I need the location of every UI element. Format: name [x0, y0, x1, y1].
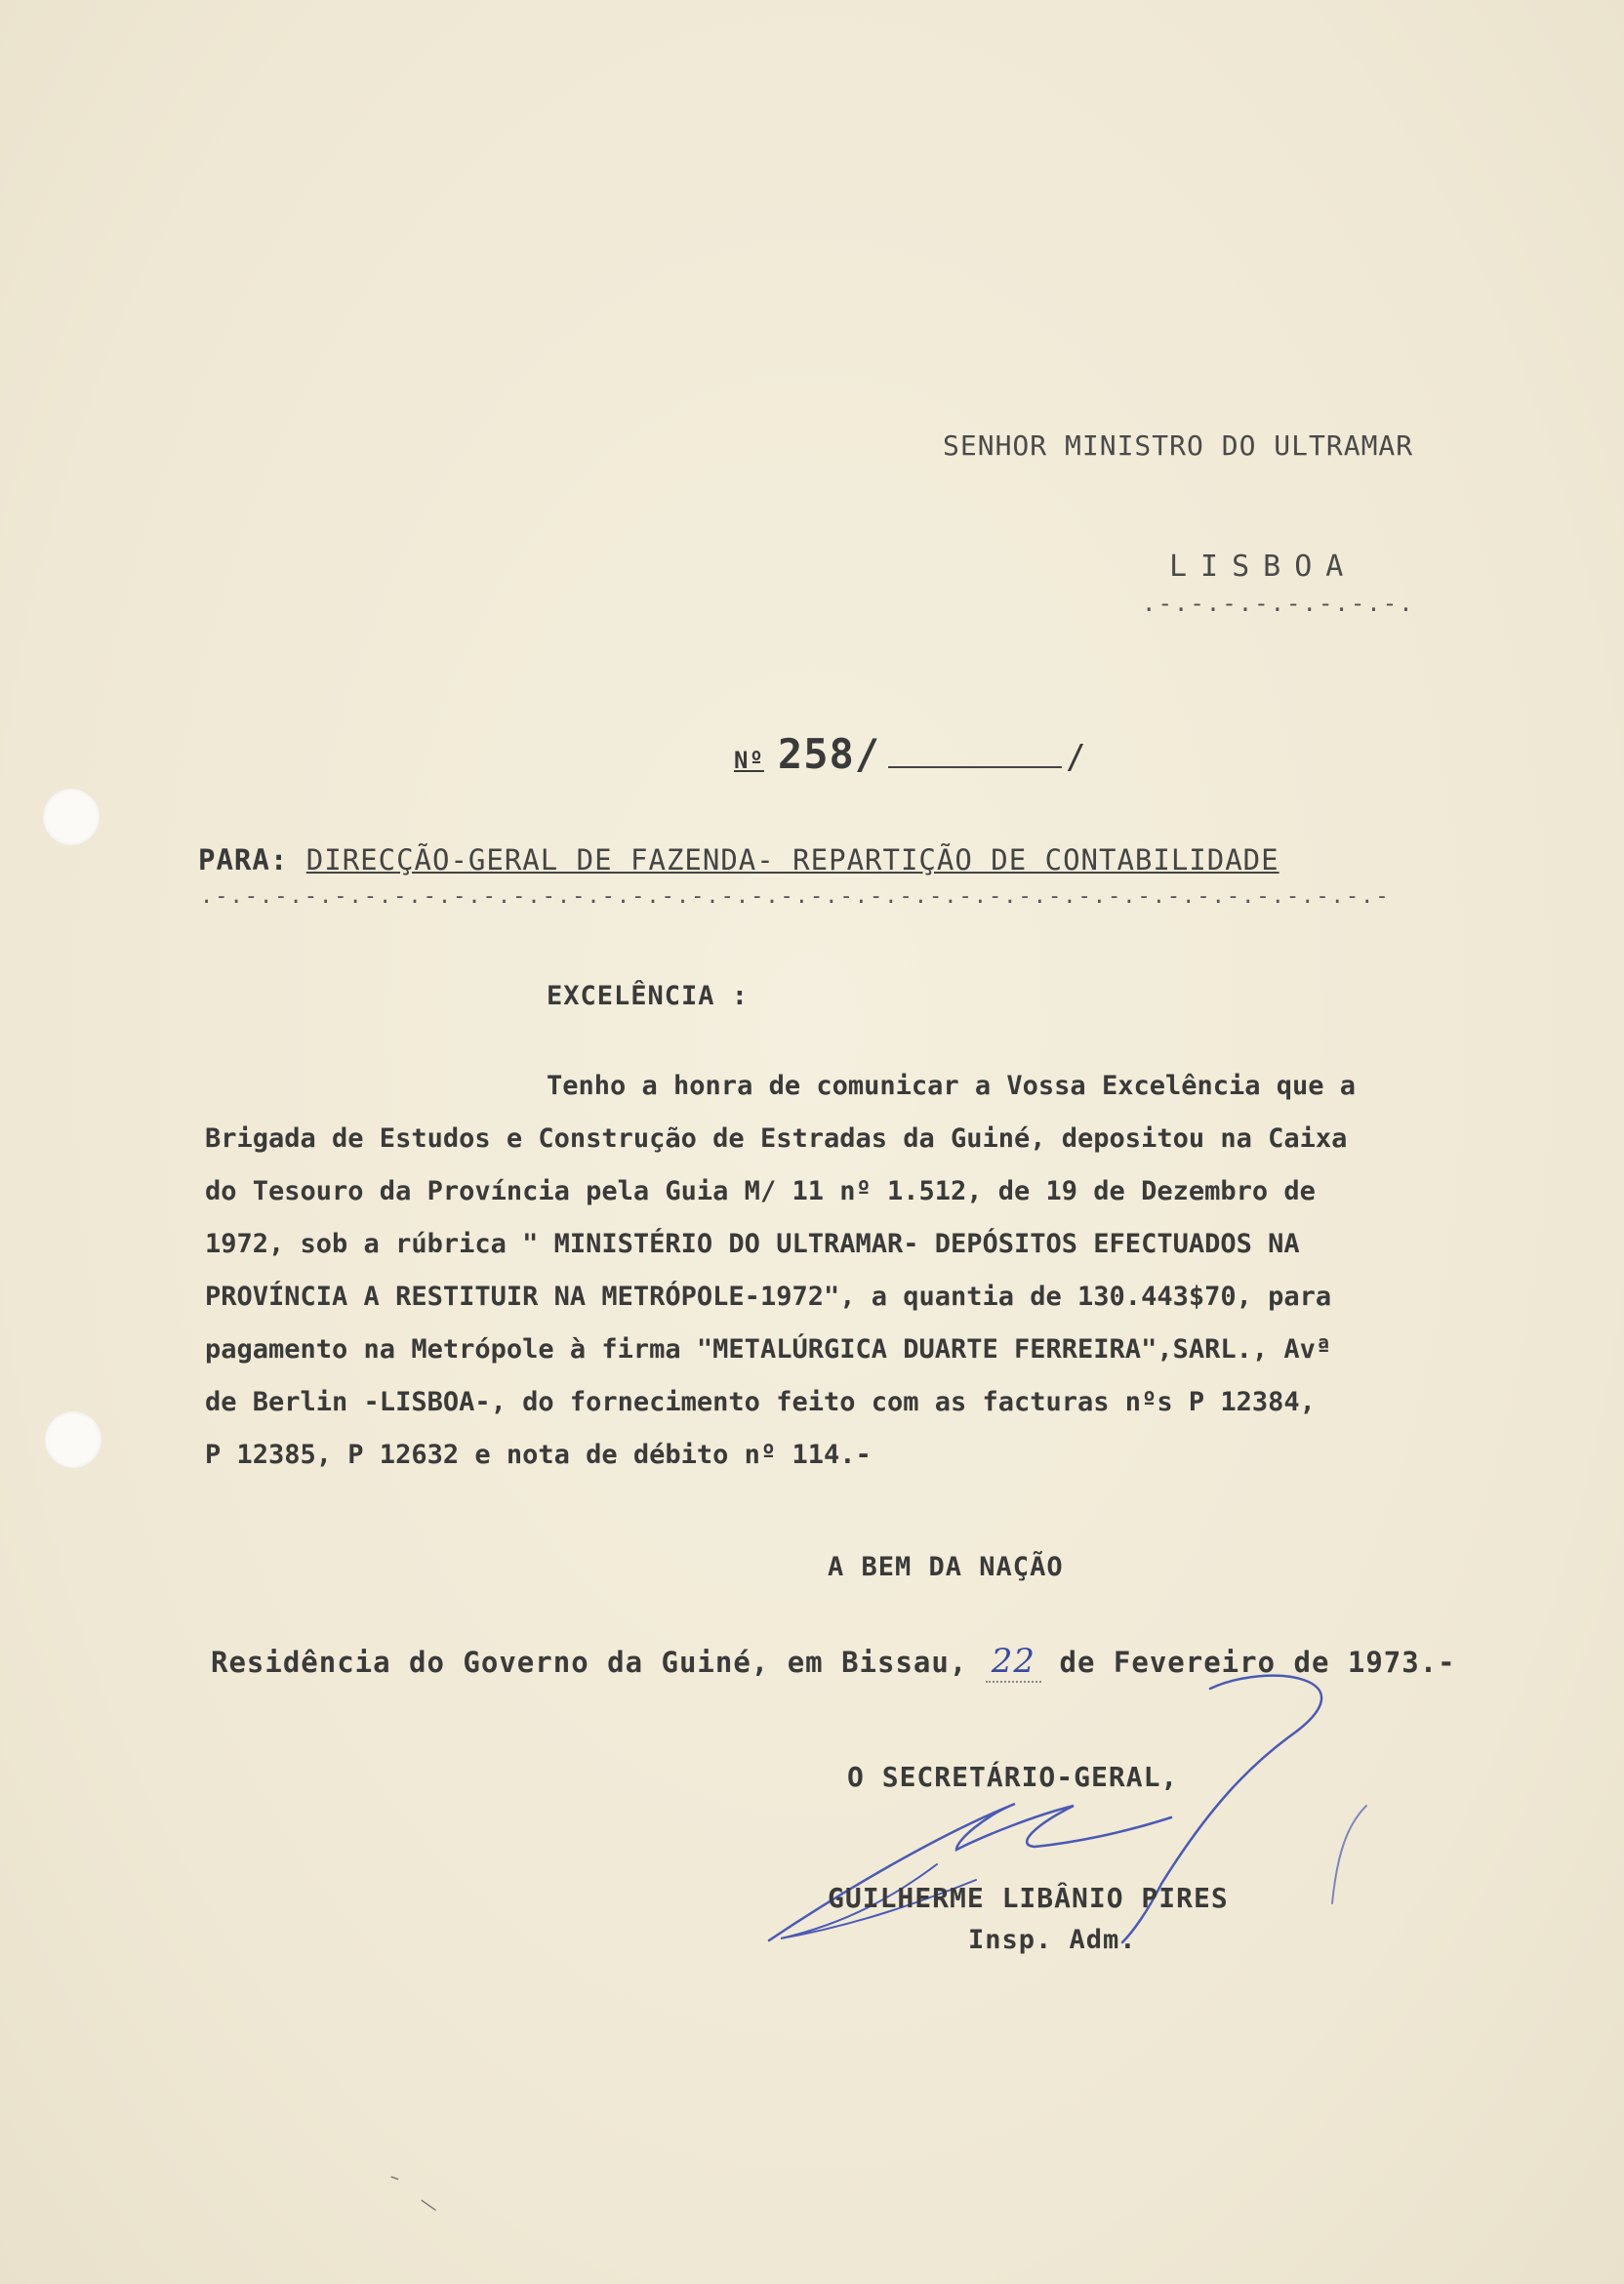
reference-number: [734, 730, 1087, 778]
handwritten-signature: [664, 1669, 1425, 1962]
body-line: do Tesouro da Província pela Guia M/ 11 nº 1.512, de 19 de Dezembro de: [205, 1176, 1316, 1206]
recipient-destination: DIRECÇÃO-GERAL DE FAZENDA- REPARTIÇÃO DE CONTABILIDADE: [305, 843, 1279, 877]
body-text: [205, 1060, 1591, 1482]
body-line: pagamento na Metrópole à firma "METALÚRGICA DUARTE FERREIRA",SARL., Avª: [205, 1334, 1332, 1365]
reference-slash: /: [1066, 738, 1087, 777]
addressee: SENHOR MINISTRO DO ULTRAMAR: [943, 429, 1414, 462]
closing-formula: A BEM DA NAÇÃO: [828, 1552, 1064, 1582]
reference-value: 258/: [777, 730, 881, 778]
paper-speck: –: [386, 2164, 404, 2189]
paper-speck: —: [414, 2188, 445, 2220]
body-line: PROVÍNCIA A RESTITUIR NA METRÓPOLE-1972", a quantia de 130.443$70, para: [205, 1282, 1332, 1312]
body-line: Tenho a honra de comunicar a Vossa Excelência que a: [547, 1071, 1357, 1101]
recipient-label: PARA:: [198, 843, 289, 877]
handwritten-day: 22: [986, 1642, 1041, 1683]
place-date-prefix: Residência do Governo da Guiné, em Bissau,: [211, 1646, 968, 1679]
city-underline: .-.-.-.-.-.-.-.-.: [1142, 590, 1415, 617]
salutation: EXCELÊNCIA :: [547, 981, 750, 1011]
punch-hole-top: [43, 789, 100, 845]
recipient-line: [198, 843, 1279, 877]
signatory-title: O SECRETÁRIO-GERAL,: [847, 1761, 1179, 1793]
city: LISBOA: [1169, 550, 1358, 584]
body-line: de Berlin -LISBOA-, do fornecimento feito com as facturas nºs P 12384,: [205, 1387, 1316, 1417]
body-line: 1972, sob a rúbrica " MINISTÉRIO DO ULTRAMAR- DEPÓSITOS EFECTUADOS NA: [205, 1229, 1300, 1259]
reference-label: Nº: [734, 747, 764, 774]
reference-blank-line: [888, 766, 1062, 768]
body-line: P 12385, P 12632 e nota de débito nº 114.-: [205, 1440, 872, 1470]
punch-hole-bottom: [45, 1411, 102, 1468]
body-line: Brigada de Estudos e Construção de Estradas da Guiné, depositou na Caixa: [205, 1123, 1348, 1154]
place-date-suffix: de Fevereiro de 1973.-: [1059, 1646, 1456, 1679]
recipient-underline: .-.-.-.-.-.-.-.-.-.-.-.-.-.-.-.-.-.-.-.-.-.-.-.-.-.-.-.-.-.-.-.-.-.-.-.-.-.-.-.-: [200, 884, 1391, 909]
signatory-role: Insp. Adm.: [968, 1925, 1137, 1955]
signatory-name: GUILHERME LIBÂNIO PIRES: [828, 1882, 1229, 1914]
